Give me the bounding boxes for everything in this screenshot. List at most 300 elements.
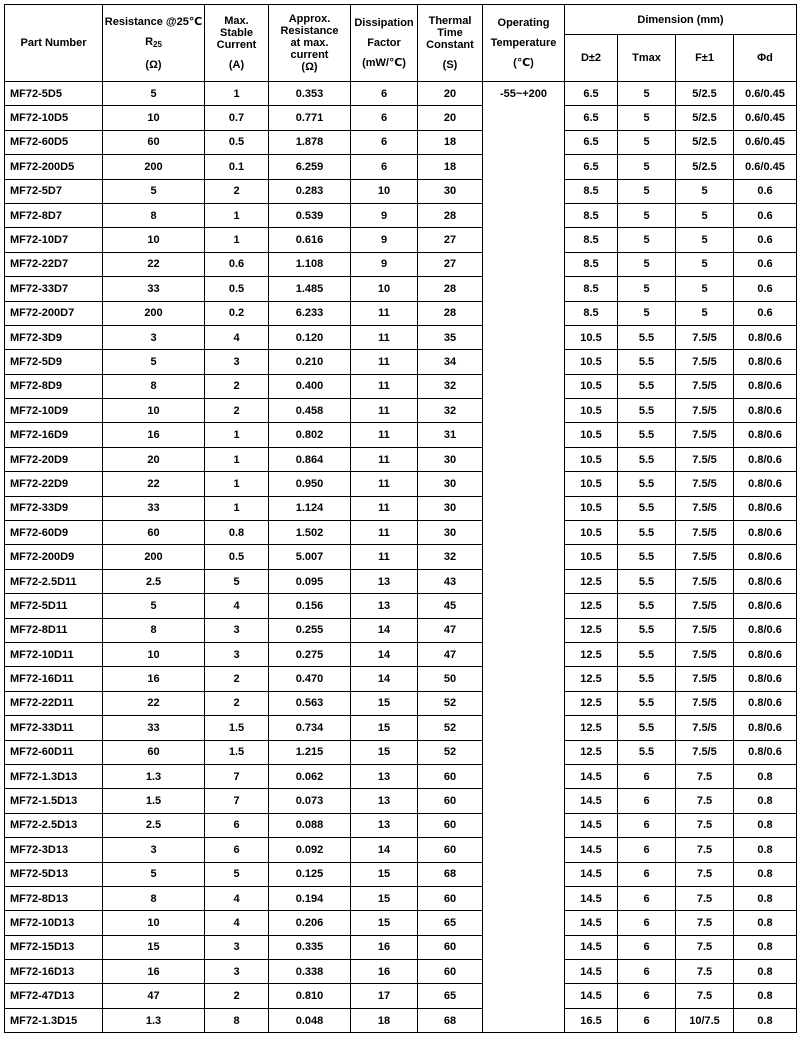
cell-max-current: 3 — [205, 960, 269, 984]
header-dimension: Dimension (mm) — [565, 5, 797, 35]
cell-dim-tmax: 5.5 — [618, 447, 676, 471]
cell-dim-tmax: 5.5 — [618, 496, 676, 520]
table-row — [5, 886, 797, 910]
cell-resistance: 47 — [103, 984, 205, 1008]
cell-dissipation: 17 — [351, 984, 418, 1008]
table-row — [5, 667, 797, 691]
cell-dissipation: 13 — [351, 594, 418, 618]
cell-dissipation: 11 — [351, 423, 418, 447]
cell-dim-d: 14.5 — [565, 862, 618, 886]
cell-part-number: MF72-8D7 — [5, 203, 103, 227]
cell-dim-f: 7.5 — [676, 911, 734, 935]
header-dim-d: D±2 — [565, 35, 618, 82]
cell-part-number: MF72-33D9 — [5, 496, 103, 520]
cell-part-number: MF72-22D11 — [5, 691, 103, 715]
cell-resistance: 8 — [103, 886, 205, 910]
cell-resistance: 20 — [103, 447, 205, 471]
cell-part-number: MF72-16D13 — [5, 960, 103, 984]
cell-approx-resistance: 1.878 — [269, 130, 351, 154]
cell-dim-tmax: 6 — [618, 1008, 676, 1032]
cell-part-number: MF72-20D9 — [5, 447, 103, 471]
cell-dim-tmax: 5 — [618, 228, 676, 252]
cell-dim-phid: 0.8/0.6 — [734, 667, 797, 691]
cell-part-number: MF72-200D7 — [5, 301, 103, 325]
cell-dissipation: 15 — [351, 911, 418, 935]
cell-dim-f: 7.5 — [676, 960, 734, 984]
cell-dim-f: 10/7.5 — [676, 1008, 734, 1032]
cell-max-current: 0.6 — [205, 252, 269, 276]
cell-resistance: 2.5 — [103, 813, 205, 837]
cell-dim-phid: 0.8 — [734, 1008, 797, 1032]
cell-dissipation: 9 — [351, 228, 418, 252]
cell-max-current: 1.5 — [205, 716, 269, 740]
cell-dim-d: 8.5 — [565, 301, 618, 325]
cell-dim-d: 12.5 — [565, 667, 618, 691]
cell-max-current: 2 — [205, 399, 269, 423]
cell-max-current: 1 — [205, 203, 269, 227]
cell-approx-resistance: 0.353 — [269, 82, 351, 106]
cell-dim-d: 12.5 — [565, 594, 618, 618]
cell-dim-f: 7.5/5 — [676, 594, 734, 618]
cell-thermal-constant: 52 — [418, 716, 483, 740]
cell-dim-d: 10.5 — [565, 374, 618, 398]
cell-dim-d: 14.5 — [565, 984, 618, 1008]
cell-max-current: 2 — [205, 691, 269, 715]
cell-max-current: 2 — [205, 179, 269, 203]
table-row — [5, 764, 797, 788]
cell-dim-phid: 0.8/0.6 — [734, 618, 797, 642]
cell-dim-f: 7.5/5 — [676, 716, 734, 740]
cell-max-current: 7 — [205, 764, 269, 788]
cell-thermal-constant: 52 — [418, 740, 483, 764]
cell-dim-tmax: 5.5 — [618, 374, 676, 398]
cell-dim-tmax: 6 — [618, 935, 676, 959]
cell-approx-resistance: 0.283 — [269, 179, 351, 203]
cell-part-number: MF72-15D13 — [5, 935, 103, 959]
cell-part-number: MF72-8D13 — [5, 886, 103, 910]
cell-dim-phid: 0.6 — [734, 252, 797, 276]
header-max-current: Max. Stable Current (A) — [205, 5, 269, 82]
cell-max-current: 3 — [205, 350, 269, 374]
table-row — [5, 252, 797, 276]
cell-approx-resistance: 1.502 — [269, 521, 351, 545]
cell-thermal-constant: 60 — [418, 789, 483, 813]
cell-dim-tmax: 5.5 — [618, 618, 676, 642]
cell-resistance: 33 — [103, 277, 205, 301]
cell-max-current: 5 — [205, 862, 269, 886]
cell-dissipation: 14 — [351, 838, 418, 862]
header-dissipation: Dissipation Factor (mW/℃) — [351, 5, 418, 82]
cell-thermal-constant: 18 — [418, 130, 483, 154]
cell-thermal-constant: 60 — [418, 813, 483, 837]
table-row — [5, 130, 797, 154]
cell-dim-d: 6.5 — [565, 155, 618, 179]
cell-approx-resistance: 0.156 — [269, 594, 351, 618]
table-row — [5, 447, 797, 471]
table-row — [5, 740, 797, 764]
cell-dim-d: 6.5 — [565, 130, 618, 154]
cell-dissipation: 15 — [351, 716, 418, 740]
cell-dim-tmax: 5 — [618, 82, 676, 106]
cell-dim-f: 7.5/5 — [676, 350, 734, 374]
cell-dim-d: 14.5 — [565, 886, 618, 910]
cell-approx-resistance: 1.215 — [269, 740, 351, 764]
header-dim-phid: Φd — [734, 35, 797, 82]
cell-approx-resistance: 0.088 — [269, 813, 351, 837]
operating-temperature-cell: -55~+200 — [483, 82, 565, 1033]
table-row — [5, 960, 797, 984]
cell-dim-tmax: 6 — [618, 862, 676, 886]
cell-dim-d: 10.5 — [565, 496, 618, 520]
cell-dim-phid: 0.8/0.6 — [734, 545, 797, 569]
cell-dim-phid: 0.8/0.6 — [734, 521, 797, 545]
table-row — [5, 545, 797, 569]
cell-dissipation: 15 — [351, 691, 418, 715]
cell-dissipation: 13 — [351, 764, 418, 788]
cell-resistance: 22 — [103, 252, 205, 276]
table-row — [5, 350, 797, 374]
table-row — [5, 1008, 797, 1032]
table-row — [5, 935, 797, 959]
table-row — [5, 496, 797, 520]
cell-dissipation: 11 — [351, 545, 418, 569]
cell-dim-phid: 0.6 — [734, 277, 797, 301]
cell-dim-d: 6.5 — [565, 106, 618, 130]
cell-part-number: MF72-16D9 — [5, 423, 103, 447]
cell-part-number: MF72-10D13 — [5, 911, 103, 935]
cell-max-current: 1 — [205, 423, 269, 447]
cell-dissipation: 11 — [351, 472, 418, 496]
cell-thermal-constant: 27 — [418, 228, 483, 252]
cell-part-number: MF72-200D5 — [5, 155, 103, 179]
table-row — [5, 179, 797, 203]
cell-max-current: 1 — [205, 228, 269, 252]
cell-resistance: 60 — [103, 521, 205, 545]
cell-thermal-constant: 31 — [418, 423, 483, 447]
table-header — [5, 5, 797, 82]
cell-dissipation: 15 — [351, 740, 418, 764]
cell-dim-phid: 0.6 — [734, 228, 797, 252]
cell-max-current: 6 — [205, 838, 269, 862]
cell-resistance: 16 — [103, 960, 205, 984]
cell-max-current: 0.5 — [205, 545, 269, 569]
cell-part-number: MF72-8D11 — [5, 618, 103, 642]
cell-max-current: 1 — [205, 472, 269, 496]
cell-dim-tmax: 5.5 — [618, 423, 676, 447]
cell-thermal-constant: 60 — [418, 960, 483, 984]
cell-dim-tmax: 5.5 — [618, 545, 676, 569]
cell-dim-d: 12.5 — [565, 716, 618, 740]
cell-dim-tmax: 6 — [618, 838, 676, 862]
table-row — [5, 301, 797, 325]
cell-approx-resistance: 0.864 — [269, 447, 351, 471]
cell-approx-resistance: 0.210 — [269, 350, 351, 374]
cell-approx-resistance: 0.275 — [269, 642, 351, 666]
cell-approx-resistance: 0.616 — [269, 228, 351, 252]
cell-part-number: MF72-10D11 — [5, 642, 103, 666]
cell-dim-f: 5 — [676, 277, 734, 301]
cell-dissipation: 13 — [351, 813, 418, 837]
header-dim-tmax: Tmax — [618, 35, 676, 82]
cell-dim-f: 5 — [676, 301, 734, 325]
cell-dim-phid: 0.8/0.6 — [734, 374, 797, 398]
table-row — [5, 984, 797, 1008]
cell-thermal-constant: 60 — [418, 935, 483, 959]
cell-dim-phid: 0.8/0.6 — [734, 496, 797, 520]
cell-max-current: 1 — [205, 82, 269, 106]
cell-part-number: MF72-33D11 — [5, 716, 103, 740]
cell-resistance: 60 — [103, 740, 205, 764]
cell-part-number: MF72-2.5D13 — [5, 813, 103, 837]
cell-dim-f: 7.5 — [676, 984, 734, 1008]
cell-max-current: 0.7 — [205, 106, 269, 130]
cell-resistance: 2.5 — [103, 569, 205, 593]
cell-thermal-constant: 32 — [418, 399, 483, 423]
cell-dim-d: 10.5 — [565, 447, 618, 471]
cell-resistance: 8 — [103, 374, 205, 398]
cell-dim-tmax: 6 — [618, 960, 676, 984]
cell-dim-d: 10.5 — [565, 472, 618, 496]
cell-dissipation: 15 — [351, 862, 418, 886]
cell-approx-resistance: 0.802 — [269, 423, 351, 447]
table-row — [5, 569, 797, 593]
cell-part-number: MF72-60D5 — [5, 130, 103, 154]
cell-dim-phid: 0.6 — [734, 179, 797, 203]
cell-dim-tmax: 5.5 — [618, 399, 676, 423]
cell-approx-resistance: 1.485 — [269, 277, 351, 301]
cell-dim-f: 7.5/5 — [676, 691, 734, 715]
cell-dim-d: 10.5 — [565, 521, 618, 545]
cell-resistance: 10 — [103, 642, 205, 666]
cell-approx-resistance: 0.062 — [269, 764, 351, 788]
table-row — [5, 911, 797, 935]
cell-dim-phid: 0.8 — [734, 935, 797, 959]
cell-max-current: 4 — [205, 325, 269, 349]
cell-approx-resistance: 0.950 — [269, 472, 351, 496]
cell-approx-resistance: 6.233 — [269, 301, 351, 325]
cell-dim-phid: 0.8 — [734, 862, 797, 886]
cell-resistance: 16 — [103, 667, 205, 691]
cell-thermal-constant: 43 — [418, 569, 483, 593]
cell-dim-tmax: 6 — [618, 984, 676, 1008]
cell-resistance: 1.5 — [103, 789, 205, 813]
table-body — [5, 82, 797, 1033]
cell-resistance: 5 — [103, 862, 205, 886]
cell-approx-resistance: 0.810 — [269, 984, 351, 1008]
cell-dissipation: 15 — [351, 886, 418, 910]
cell-dim-f: 7.5/5 — [676, 618, 734, 642]
cell-dim-f: 7.5/5 — [676, 545, 734, 569]
cell-dissipation: 14 — [351, 642, 418, 666]
cell-part-number: MF72-10D9 — [5, 399, 103, 423]
cell-max-current: 4 — [205, 886, 269, 910]
cell-dim-tmax: 5.5 — [618, 521, 676, 545]
cell-thermal-constant: 65 — [418, 984, 483, 1008]
cell-dim-phid: 0.8 — [734, 838, 797, 862]
cell-thermal-constant: 32 — [418, 545, 483, 569]
table-row — [5, 82, 797, 106]
cell-dim-tmax: 5 — [618, 106, 676, 130]
spec-table — [4, 4, 797, 1033]
cell-dim-phid: 0.8 — [734, 764, 797, 788]
cell-thermal-constant: 30 — [418, 447, 483, 471]
cell-part-number: MF72-5D5 — [5, 82, 103, 106]
cell-approx-resistance: 0.458 — [269, 399, 351, 423]
cell-dim-phid: 0.8/0.6 — [734, 350, 797, 374]
cell-thermal-constant: 27 — [418, 252, 483, 276]
cell-dim-phid: 0.8/0.6 — [734, 423, 797, 447]
table-row — [5, 374, 797, 398]
cell-approx-resistance: 0.125 — [269, 862, 351, 886]
cell-thermal-constant: 52 — [418, 691, 483, 715]
table-row — [5, 691, 797, 715]
header-approx-resistance: Approx. Resistance at max. current (Ω) — [269, 5, 351, 82]
header-thermal: Thermal Time Constant (S) — [418, 5, 483, 82]
cell-approx-resistance: 0.400 — [269, 374, 351, 398]
cell-dim-d: 16.5 — [565, 1008, 618, 1032]
cell-resistance: 200 — [103, 155, 205, 179]
cell-dim-d: 8.5 — [565, 203, 618, 227]
cell-thermal-constant: 68 — [418, 1008, 483, 1032]
cell-dim-tmax: 5 — [618, 155, 676, 179]
cell-dissipation: 14 — [351, 618, 418, 642]
cell-part-number: MF72-3D13 — [5, 838, 103, 862]
cell-dissipation: 11 — [351, 350, 418, 374]
cell-dim-f: 7.5/5 — [676, 472, 734, 496]
cell-max-current: 2 — [205, 374, 269, 398]
header-operating-temp: Operating Temperature (℃) — [483, 5, 565, 82]
cell-dim-d: 12.5 — [565, 618, 618, 642]
cell-approx-resistance: 0.338 — [269, 960, 351, 984]
cell-dim-f: 5 — [676, 203, 734, 227]
cell-thermal-constant: 28 — [418, 203, 483, 227]
table-row — [5, 203, 797, 227]
cell-max-current: 6 — [205, 813, 269, 837]
cell-approx-resistance: 0.092 — [269, 838, 351, 862]
cell-dim-d: 12.5 — [565, 642, 618, 666]
cell-thermal-constant: 50 — [418, 667, 483, 691]
cell-dissipation: 6 — [351, 130, 418, 154]
cell-dim-f: 7.5 — [676, 862, 734, 886]
cell-part-number: MF72-10D7 — [5, 228, 103, 252]
cell-dim-d: 12.5 — [565, 740, 618, 764]
cell-dim-phid: 0.8 — [734, 789, 797, 813]
cell-resistance: 8 — [103, 203, 205, 227]
cell-dissipation: 11 — [351, 447, 418, 471]
cell-approx-resistance: 0.048 — [269, 1008, 351, 1032]
table-row — [5, 813, 797, 837]
cell-approx-resistance: 0.771 — [269, 106, 351, 130]
cell-part-number: MF72-33D7 — [5, 277, 103, 301]
cell-dim-tmax: 6 — [618, 886, 676, 910]
cell-dim-phid: 0.8 — [734, 911, 797, 935]
cell-max-current: 0.2 — [205, 301, 269, 325]
cell-dissipation: 9 — [351, 252, 418, 276]
cell-resistance: 1.3 — [103, 764, 205, 788]
cell-dim-tmax: 5.5 — [618, 569, 676, 593]
cell-dim-d: 10.5 — [565, 399, 618, 423]
cell-resistance: 5 — [103, 594, 205, 618]
cell-dissipation: 11 — [351, 325, 418, 349]
cell-dissipation: 13 — [351, 569, 418, 593]
cell-part-number: MF72-1.5D13 — [5, 789, 103, 813]
cell-approx-resistance: 0.095 — [269, 569, 351, 593]
cell-max-current: 5 — [205, 569, 269, 593]
cell-max-current: 3 — [205, 618, 269, 642]
cell-max-current: 0.1 — [205, 155, 269, 179]
cell-dim-d: 10.5 — [565, 423, 618, 447]
table-row — [5, 277, 797, 301]
cell-dim-phid: 0.8 — [734, 886, 797, 910]
table-row — [5, 838, 797, 862]
cell-dim-d: 14.5 — [565, 838, 618, 862]
cell-thermal-constant: 20 — [418, 106, 483, 130]
cell-max-current: 0.5 — [205, 130, 269, 154]
cell-dissipation: 13 — [351, 789, 418, 813]
cell-dim-d: 12.5 — [565, 569, 618, 593]
cell-thermal-constant: 28 — [418, 277, 483, 301]
cell-max-current: 1.5 — [205, 740, 269, 764]
cell-dim-tmax: 5 — [618, 252, 676, 276]
cell-dissipation: 11 — [351, 374, 418, 398]
cell-approx-resistance: 0.255 — [269, 618, 351, 642]
cell-dissipation: 10 — [351, 277, 418, 301]
cell-dim-f: 5 — [676, 179, 734, 203]
cell-resistance: 1.3 — [103, 1008, 205, 1032]
cell-max-current: 1 — [205, 496, 269, 520]
cell-max-current: 0.8 — [205, 521, 269, 545]
cell-dim-phid: 0.8/0.6 — [734, 447, 797, 471]
header-resistance: Resistance @25℃ $R_{25}$ (Ω) — [103, 5, 205, 82]
cell-max-current: 4 — [205, 594, 269, 618]
cell-approx-resistance: 1.124 — [269, 496, 351, 520]
cell-part-number: MF72-22D9 — [5, 472, 103, 496]
cell-dim-d: 10.5 — [565, 545, 618, 569]
cell-dim-f: 7.5/5 — [676, 642, 734, 666]
cell-resistance: 22 — [103, 472, 205, 496]
cell-dim-phid: 0.8/0.6 — [734, 740, 797, 764]
cell-thermal-constant: 35 — [418, 325, 483, 349]
cell-resistance: 3 — [103, 325, 205, 349]
cell-thermal-constant: 60 — [418, 764, 483, 788]
cell-dim-tmax: 5 — [618, 130, 676, 154]
cell-dissipation: 6 — [351, 155, 418, 179]
cell-dim-phid: 0.6/0.45 — [734, 106, 797, 130]
cell-dissipation: 11 — [351, 496, 418, 520]
cell-approx-resistance: 0.073 — [269, 789, 351, 813]
cell-thermal-constant: 47 — [418, 618, 483, 642]
cell-max-current: 8 — [205, 1008, 269, 1032]
cell-dissipation: 11 — [351, 399, 418, 423]
cell-dim-d: 8.5 — [565, 228, 618, 252]
cell-max-current: 7 — [205, 789, 269, 813]
cell-dim-d: 14.5 — [565, 764, 618, 788]
cell-resistance: 8 — [103, 618, 205, 642]
cell-dim-tmax: 5 — [618, 277, 676, 301]
table-row — [5, 325, 797, 349]
cell-thermal-constant: 60 — [418, 886, 483, 910]
cell-approx-resistance: 0.194 — [269, 886, 351, 910]
cell-part-number: MF72-1.3D13 — [5, 764, 103, 788]
cell-dim-phid: 0.8/0.6 — [734, 399, 797, 423]
table-row — [5, 594, 797, 618]
table-row — [5, 472, 797, 496]
cell-dim-phid: 0.8/0.6 — [734, 594, 797, 618]
cell-dim-f: 7.5 — [676, 886, 734, 910]
cell-dim-tmax: 5 — [618, 203, 676, 227]
cell-dim-f: 7.5/5 — [676, 569, 734, 593]
cell-thermal-constant: 30 — [418, 472, 483, 496]
